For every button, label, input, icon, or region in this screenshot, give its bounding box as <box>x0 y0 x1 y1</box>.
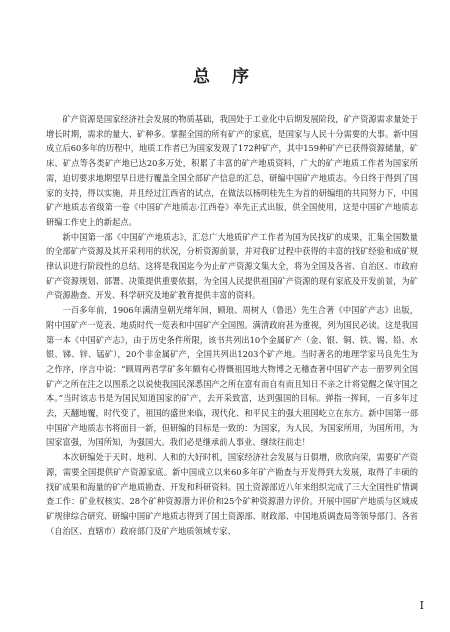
body-text <box>46 112 418 538</box>
paragraph: 一百多年前，1906年满清皇朝光绪年间，顾琅、周树人（鲁迅）先生合著《中国矿产志》出版，附中国矿产一览表、地质时代一览表和中国矿产全国图。满清政府甚为重视，列为国民必读。这是我国第一本《中国矿产志》，由于历史条件所限，该书共列出10个金属矿产（金、银、铜、铁、锡、铅、水银、锑、锌、锰矿），20个非金属矿产，全国共列出1203个矿产地。当时著名的地理学家马良先生为之作序，序言中说：“顾周两君学矿多年颇有心得慨祖国地大物博之无稽查著中国矿产志一册罗列全国矿产之所在注之以图系之以说使我国民深悉国产之所在富有而自有而且知日不亲之计将觉醒之保守国之本。”当时该志书是为国民知道国家的矿产，去开采致富，达到强国的目标。弹指一挥间，一百多年过去，天翻地覆，时代变了，祖国的盛世来临，现代化、和平民主的强大祖国屹立在东方。新中国第一部中国矿产地质志书将面目一新，但研编的目标是一致的：为国家，为人民，为国家所用，为国所用，为国家富强，为国所知，为强国大。我们必是继承前人事业、继续往前走！ <box>46 305 418 448</box>
page-title: 总 序 <box>193 67 257 87</box>
page-number: I <box>419 599 424 612</box>
paragraph: 矿产资源是国家经济社会发展的物质基础，我国处于工业化中后期发展阶段，矿产资源需求量处于增长时期，需求的量大、矿种多。掌握全国的所有矿产的家底，是国家与人民十分需要的大事。新中国成立后60多年的历程中，地质工作者已为国家发现了172种矿产，其中159种矿产已获得资源储量，矿床、矿点等各类矿产地已达20多万处，积累了丰富的矿产地质资料，广大的矿产地质工作者为国家所需，迫切要求地期望早日进行覆盖全国全部矿产信息的汇总，研编中国矿产地质志。今日终于得到了国家的支持，得以实施，并且经过江西省的试点，在做法以杨明桂先生为首的研编组的共同努力下，中国矿产地质志省级第一卷《中国矿产地质志·江西卷》率先正式出版，供全国使用，这是中国矿产地质志研编工作史上的新起点。 <box>46 114 418 227</box>
paragraph: 新中国第一部《中国矿产地质志》，汇总广大地质矿产工作者为国为民找矿的成果，汇集全国数量的全部矿产资源及其开采利用的状况，分析资源前景，并对我矿过程中获得的丰富的找矿经验和成矿规律认识进行阶段性的总结。这将是我国迄今为止矿产资源文集大全，将为全国及各省、自治区、市政府矿产资源规划、部署、决策提供重要依据，为全国人民提供祖国矿产资源的现有家底及开发前景，为矿产资源勘查、开发、科学研究及地矿教育提供丰富的资料。 <box>46 231 418 301</box>
paragraph: 本次研编处于天时、地利、人和的大好时机，国家经济社会发展与日俱增，欣欣向荣，需要矿产资源，需要全国提供矿产资源家底。新中国成立以来60多年矿产勘查与开发得到大发展，取得了丰硕的找矿成果和海量的矿产地质勘查、开发和科研资料。国土资源部近八年来组织完成了三大全国性矿情调查工作：矿业权核实、28个矿种资源潜力评价和25个矿种资源潜力评价。开展中国矿产地质与区域成矿规律综合研究、研编中国矿产地质志得到了国土资源部、财政部、中国地质调查局等领导部门、各省（自治区、直辖市）政府部门及矿产地质领域专家、 <box>46 452 418 536</box>
